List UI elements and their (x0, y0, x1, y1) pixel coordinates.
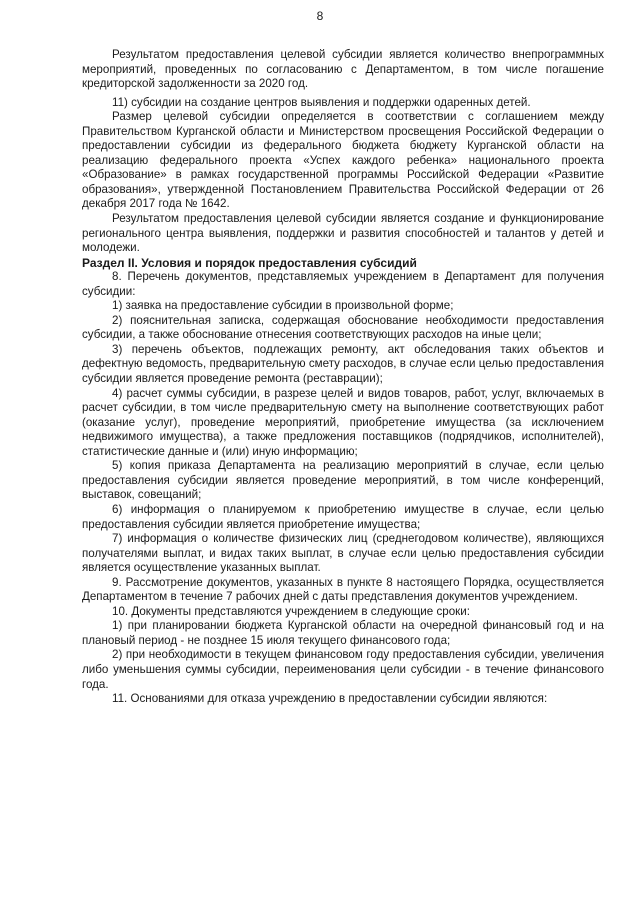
paragraph: 9. Рассмотрение документов, указанных в пункте 8 настоящего Порядка, осуществляется Департаментом в течение 7 рабочих дней с даты представления документов учреждением. (82, 575, 604, 604)
section-title: Раздел II. Условия и порядок предоставления субсидий (82, 255, 417, 270)
paragraph: 10. Документы представляются учреждением в следующие сроки: (112, 604, 470, 618)
paragraph: 11. Основаниями для отказа учреждению в предоставлении субсидии являются: (112, 692, 548, 706)
list-item: 1) заявка на предоставление субсидии в произвольной форме; (112, 299, 454, 313)
list-item: 5) копия приказа Департамента на реализацию мероприятий в случае, если целью предоставления субсидии является проведение мероприятий, в том числе конференций, выставок, совещаний; (82, 459, 604, 502)
list-item: 1) при планировании бюджета Курганской области на очередной финансовый год и на плановый период - не позднее 15 июля текущего финансового года; (82, 619, 604, 647)
document-body (82, 48, 604, 707)
list-item: 7) информация о количестве физических лиц (среднегодовом количестве), являющихся получателями выплат, и видах таких выплат, в случае если целью предоставления субсидии является осуществление указанных выплат. (82, 532, 604, 575)
paragraph: 8. Перечень документов, представляемых учреждением в Департамент для получения субсидии: (82, 270, 604, 298)
paragraph: Результатом предоставления целевой субсидии является создание и функционирование регионального центра выявления, поддержки и развития способностей и талантов у детей и молодежи. (82, 212, 604, 255)
paragraph: 11) субсидии на создание центров выявления и поддержки одаренных детей. (112, 95, 531, 109)
list-item: 4) расчет суммы субсидии, в разрезе целей и видов товаров, работ, услуг, включаемых в расчет субсидии, в том числе предварительную смету на выполнение соответствующих работ (оказание услуг), проведение мероприятий, приобретение имущества (за исключением недвижимого имущества), а также предложения поставщиков (подрядчиков, исполнителей), статистические данные и (или) иную информацию; (82, 386, 604, 458)
list-item: 3) перечень объектов, подлежащих ремонту, акт обследования таких объектов и дефектную ведомость, предварительную смету расходов, в случае если целью предоставления субсидии является проведение ремонта (реставрации); (82, 342, 604, 386)
paragraph: Результатом предоставления целевой субсидии является количество внепрограммных мероприятий, проведенных по согласованию с Департаментом, в том числе погашение кредиторской задолженности за 2020 год. (82, 48, 604, 91)
page-number: 8 (316, 9, 324, 23)
list-item: 2) пояснительная записка, содержащая обоснование необходимости предоставления субсидии, а также обоснование отнесения соответствующих расходов на иные цели; (82, 313, 604, 342)
paragraph: Размер целевой субсидии определяется в соответствии с соглашением между Правительством Курганской области и Министерством просвещения Российской Федерации о предоставлении субсидии из федерального бюджета бюджету Курганской области на реализацию федерального проекта «Успех каждого ребенка» национального проекта «Образование» в рамках государственной программы Российской Федерации «Развитие образования», утвержденной Постановлением Правительства Российской Федерации от 26 декабря 2017 года № 1642. (82, 110, 604, 211)
list-item: 2) при необходимости в текущем финансовом году предоставления субсидии, увеличения либо уменьшения суммы субсидии, переименования цели субсидии - в течение финансового года. (82, 648, 604, 691)
list-item: 6) информация о планируемом к приобретению имуществе в случае, если целью предоставления субсидии является приобретение имущества; (82, 502, 604, 531)
